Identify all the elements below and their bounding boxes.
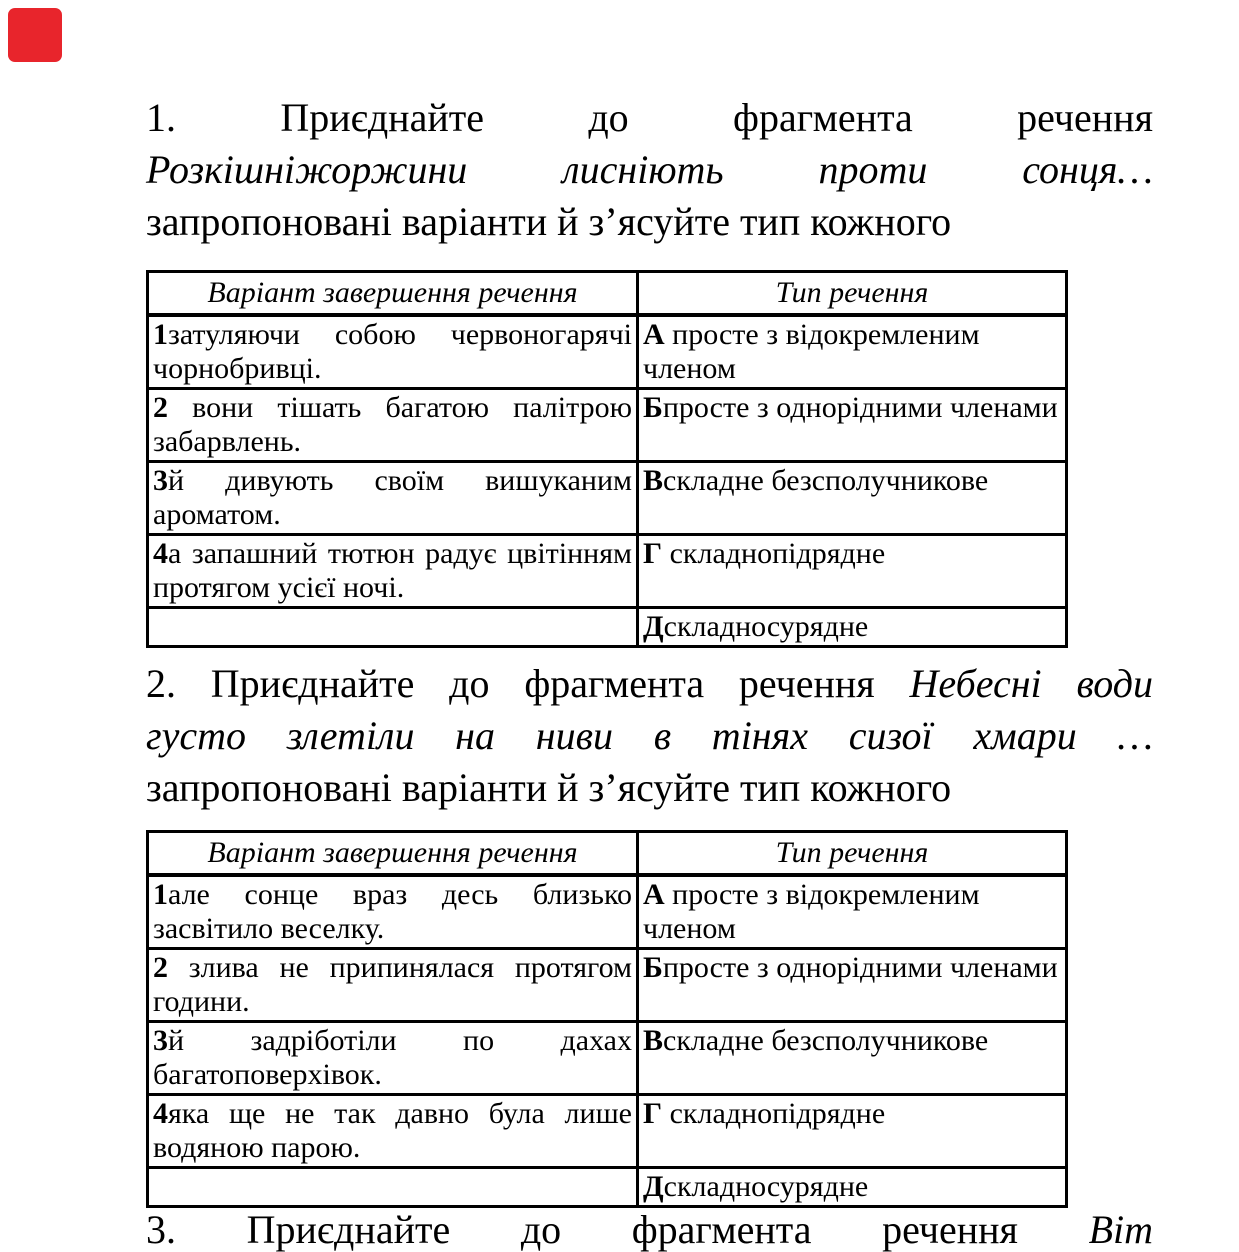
worksheet-content [146,92,1153,1250]
variant-cell: 1але сонце враз десь близько засвітило веселку. [148,875,638,949]
task1-row-4 [148,535,1067,608]
task1-heading-line1 [146,92,1153,144]
type-cell: Бпросте з однорідними членами [638,389,1067,462]
row-number: 3 [153,464,168,497]
task3-heading-partial [146,1207,1153,1252]
task1-heading-line2 [146,144,1153,196]
task2-row-3 [148,1022,1067,1095]
type-letter: Д [643,1170,664,1203]
task3-heading-text: 3. Приєднайте до фрагмента речення [146,1207,1089,1252]
task2-sentence-fragment-start: Небесні води [909,661,1153,706]
task1-heading-line3 [146,196,1153,248]
task2-heading-line1 [146,658,1153,710]
task1-row-1 [148,315,1067,389]
type-cell: Дскладносурядне [638,1168,1067,1207]
task1-heading-line1-text: 1. Приєднайте до фрагмента речення [146,95,1153,140]
type-letter: В [643,464,664,497]
task1-table-header-row [148,272,1067,316]
variant-cell: 1затуляючи собою червоногарячі чорнобривці. [148,315,638,389]
task2-row-1 [148,875,1067,949]
type-letter: Б [643,391,663,424]
task2-table [146,830,1068,1208]
task1-table [146,270,1068,648]
type-cell: Вскладне безсполучникове [638,462,1067,535]
variant-cell-empty [148,608,638,647]
type-letter: Г [643,1097,663,1130]
task2-table-header-row [148,832,1067,876]
variant-cell-empty [148,1168,638,1207]
row-number: 4 [153,1097,168,1130]
variant-cell: 2 вони тішать багатою палітрою забарвлень. [148,389,638,462]
red-square-marker [8,8,62,62]
task3-sentence-fragment-start: Віт [1088,1207,1153,1252]
column-header-variant: Варіант завершення речення [148,272,638,316]
row-number: 4 [153,537,168,570]
type-cell: Дскладносурядне [638,608,1067,647]
column-header-type: Тип речення [638,272,1067,316]
variant-cell: 4а запашний тютюн радує цвітінням протягом усієї ночі. [148,535,638,608]
row-number: 2 [153,391,168,424]
task1-heading-line3-text: запропоновані варіанти й з’ясуйте тип кожного [146,199,952,244]
type-cell: А просте з відокремленим членом [638,875,1067,949]
task2-heading-line1-text: 2. Приєднайте до фрагмента речення [146,661,910,706]
task2-row-5 [148,1168,1067,1207]
variant-cell: 3й задріботіли по дахах багатоповерхівок. [148,1022,638,1095]
task1-heading [146,92,1153,248]
type-cell: Вскладне безсполучникове [638,1022,1067,1095]
type-cell: Г складнопідрядне [638,535,1067,608]
task1-row-2 [148,389,1067,462]
task2-row-4 [148,1095,1067,1168]
type-cell: Г складнопідрядне [638,1095,1067,1168]
variant-cell: 3й дивують своїм вишуканим ароматом. [148,462,638,535]
type-letter: А [643,318,665,351]
type-cell: А просте з відокремленим членом [638,315,1067,389]
row-number: 2 [153,951,168,984]
column-header-type: Тип речення [638,832,1067,876]
type-letter: Г [643,537,663,570]
column-header-variant: Варіант завершення речення [148,832,638,876]
task2-row-2 [148,949,1067,1022]
task1-row-3 [148,462,1067,535]
type-cell: Бпросте з однорідними членами [638,949,1067,1022]
type-letter: Б [643,951,663,984]
row-number: 3 [153,1024,168,1057]
row-number: 1 [153,318,168,351]
type-letter: А [643,878,665,911]
task2-heading-line2 [146,710,1153,762]
task1-sentence-fragment: Розкішніжоржини лисніють проти сонця… [146,147,1153,192]
task2-heading [146,658,1153,814]
type-letter: Д [643,610,664,643]
type-letter: В [643,1024,664,1057]
variant-cell: 4яка ще не так давно була лише водяною парою. [148,1095,638,1168]
variant-cell: 2 злива не припинялася протягом години. [148,949,638,1022]
row-number: 1 [153,878,168,911]
task1-row-5 [148,608,1067,647]
task2-heading-line3-text: запропоновані варіанти й з’ясуйте тип кожного [146,765,952,810]
task2-sentence-fragment: густо злетіли на ниви в тінях сизої хмари … [146,713,1153,758]
task2-heading-line3 [146,762,1153,814]
